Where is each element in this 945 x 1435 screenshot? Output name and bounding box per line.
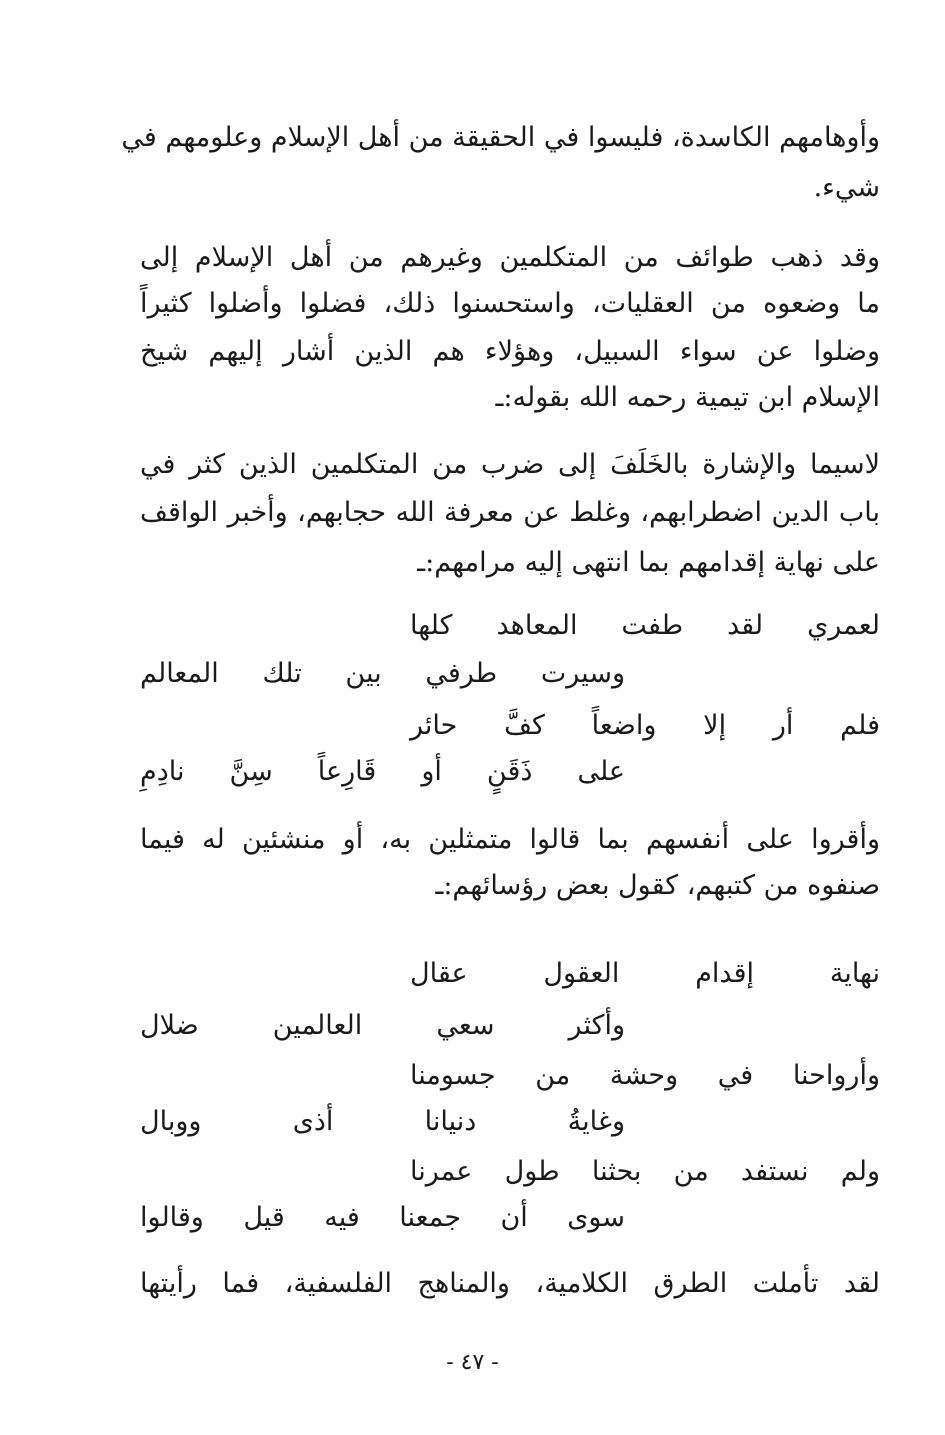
page-number: - ٤٧ - — [446, 1350, 499, 1375]
paragraph-2-line-1: وقد ذهب طوائف من المتكلمين وغيرهم من أهل الإسلام إلى — [140, 242, 880, 273]
poem-2-verse-4: وغايةُ دنيانا أذى ووبال — [140, 1106, 625, 1137]
paragraph-2-line-4: الإسلام ابن تيمية رحمه الله بقوله:ـ — [495, 382, 880, 413]
paragraph-1-line-1: وأوهامهم الكاسدة، فليسوا في الحقيقة من أهل الإسلام وعلومهم في — [121, 122, 880, 153]
poem-2-verse-3: وأرواحنا في وحشة من جسومنا — [410, 1060, 880, 1091]
poem-2-verse-1: نهاية إقدام العقول عقال — [410, 958, 880, 989]
poem-1-verse-4: على ذَقَنٍ أو قَارِعاً سِنَّ نادِمِ — [140, 756, 625, 787]
paragraph-3-line-3: على نهاية إقدامهم بما انتهى إليه مرامهم:ـ — [417, 547, 880, 578]
paragraph-4-line-2: صنفوه من كتبهم، كقول بعض رؤسائهم:ـ — [435, 870, 880, 901]
paragraph-3-line-1: لاسيما والإشارة بالخَلَفَ إلى ضرب من المتكلمين الذين كثر في — [140, 449, 880, 480]
poem-2-verse-2: وأكثر سعي العالمين ضلال — [140, 1010, 625, 1041]
poem-2-verse-5: ولم نستفد من بحثنا طول عمرنا — [410, 1156, 880, 1187]
paragraph-3-line-2: باب الدين اضطرابهم، وغلط عن معرفة الله حجابهم، وأخبر الواقف — [140, 497, 880, 528]
paragraph-2-line-3: وضلوا عن سواء السبيل، وهؤلاء هم الذين أشار إليهم شيخ — [140, 336, 880, 367]
paragraph-1-line-2: شيء. — [813, 172, 880, 203]
poem-1-verse-2: وسيرت طرفي بين تلك المعالم — [140, 658, 625, 689]
poem-2-verse-6: سوى أن جمعنا فيه قيل وقالوا — [140, 1202, 625, 1233]
paragraph-4-line-1: وأقروا على أنفسهم بما قالوا متمثلين به، أو منشئين له فيما — [140, 824, 880, 855]
poem-1-verse-1: لعمري لقد طفت المعاهد كلها — [410, 610, 880, 641]
paragraph-2-line-2: ما وضعوه من العقليات، واستحسنوا ذلك، فضلوا وأضلوا كثيراً — [140, 288, 880, 319]
poem-1-verse-3: فلم أر إلا واضعاً كفَّ حائر — [410, 710, 880, 741]
paragraph-5-line-1: لقد تأملت الطرق الكلامية، والمناهج الفلسفية، فما رأيتها — [140, 1268, 880, 1299]
